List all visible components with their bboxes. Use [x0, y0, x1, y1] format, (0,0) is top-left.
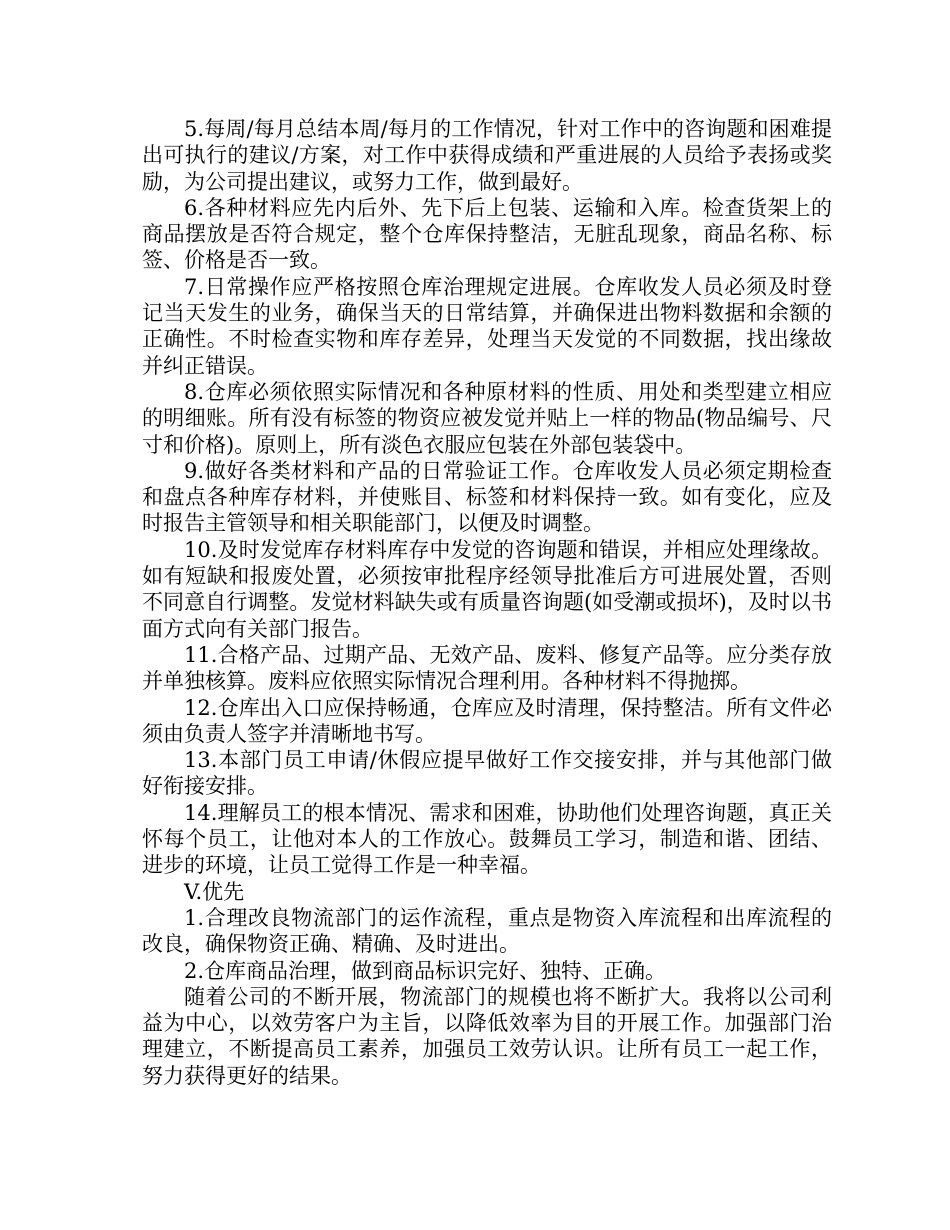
paragraph-item-5: 5.每周/每月总结本周/每月的工作情况，针对工作中的咨询题和困难提出可执行的建议/方案，对工作中获得成绩和严重进展的人员给予表扬或奖励，为公司提出建议，或努力工作，做到最好。: [142, 117, 832, 194]
closing-paragraph: 随着公司的不断开展，物流部门的规模也将不断扩大。我将以公司利益为中心，以效劳客户为主旨，以降低效率为目的开展工作。加强部门治理建立，不断提高员工素养，加强员工效劳认识。让所有员工一起工作，努力获得更好的结果。: [142, 984, 832, 1088]
document-body: [142, 116, 832, 1089]
paragraph-item-13: 13.本部门员工申请/休假应提早做好工作交接安排，并与其他部门做好衔接安排。: [142, 748, 832, 799]
paragraph-item-8: 8.仓库必须依照实际情况和各种原材料的性质、用处和类型建立相应的明细账。所有没有标签的物资应被发觉并贴上一样的物品(物品编号、尺寸和价格)。原则上，所有淡色衣服应包装在外部包装袋中。: [142, 379, 832, 457]
paragraph-item-6: 6.各种材料应先内后外、先下后上包装、运输和入库。检查货架上的商品摆放是否符合规定，整个仓库保持整洁，无脏乱现象，商品名称、标签、价格是否一致。: [142, 195, 832, 273]
section-heading-priority: V.优先: [184, 879, 245, 904]
paragraph-item-7: 7.日常操作应严格按照仓库治理规定进展。仓库收发人员必须及时登记当天发生的业务，确保当天的日常结算，并确保进出物料数据和余额的正确性。不时检查实物和库存差异，处理当天发觉的不同数据，找出缘故并纠正错误。: [142, 274, 832, 378]
paragraph-item-12: 12.仓库出入口应保持畅通，仓库应及时清理，保持整洁。所有文件必须由负责人签字并清晰地书写。: [142, 695, 832, 746]
paragraph-item-11: 11.合格产品、过期产品、无效产品、废料、修复产品等。应分类存放并单独核算。废料应依照实际情况合理利用。各种材料不得抛掷。: [142, 642, 832, 694]
priority-item-2: 2.仓库商品治理，做到商品标识完好、独特、正确。: [184, 958, 667, 983]
paragraph-item-9: 9.做好各类材料和产品的日常验证工作。仓库收发人员必须定期检查和盘点各种库存材料，并使账目、标签和材料保持一致。如有变化，应及时报告主管领导和相关职能部门，以便及时调整。: [142, 458, 832, 536]
paragraph-item-10: 10.及时发觉库存材料库存中发觉的咨询题和错误，并相应处理缘故。如有短缺和报废处置，必须按审批程序经领导批准后方可进展处置，否则不同意自行调整。发觉材料缺失或有质量咨询题(如受潮或损坏)，及时以书面方式向有关部门报告。: [142, 537, 832, 641]
priority-item-1: 1.合理改良物流部门的运作流程，重点是物资入库流程和出库流程的改良，确保物资正确、精确、及时进出。: [142, 905, 832, 957]
paragraph-item-14: 14.理解员工的根本情况、需求和困难，协助他们处理咨询题，真正关怀每个员工，让他对本人的工作放心。鼓舞员工学习，制造和谐、团结、进步的环境，让员工觉得工作是一种幸福。: [142, 800, 832, 878]
